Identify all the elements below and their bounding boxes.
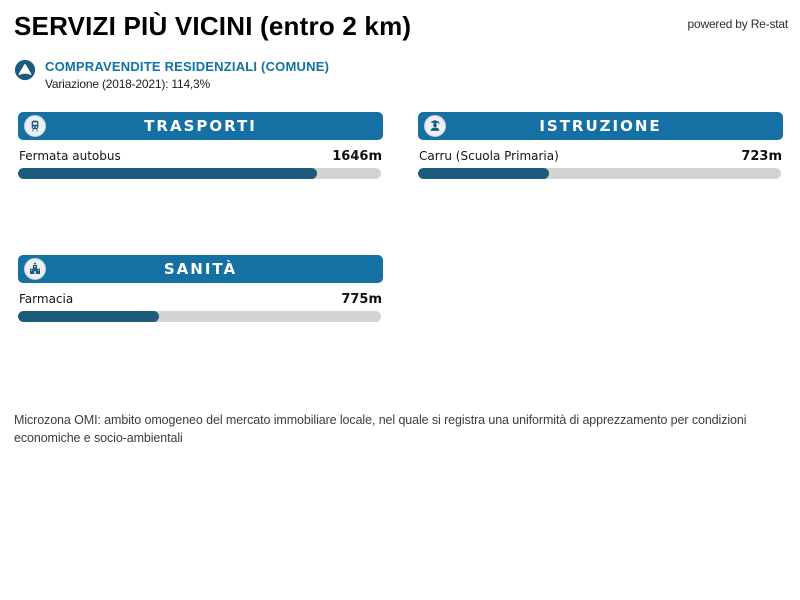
panels-grid bbox=[0, 91, 800, 322]
distance-bar-track bbox=[18, 311, 381, 322]
subtitle-text bbox=[45, 59, 329, 91]
header-row bbox=[0, 0, 800, 42]
panel-sanita-header bbox=[18, 255, 383, 283]
student-icon bbox=[424, 115, 446, 137]
panel-istruzione bbox=[418, 112, 783, 179]
panel-sanita-item bbox=[18, 292, 383, 307]
panel-trasporti-item bbox=[18, 149, 383, 164]
footnote-microzona-omi: Microzona OMI: ambito omogeneo del mercato immobiliare locale, nel quale si registra una uniformità di apprezzamento per condizioni economiche e socio-ambientali bbox=[14, 413, 747, 446]
distance-bar-track bbox=[18, 168, 381, 179]
panel-istruzione-header bbox=[418, 112, 783, 140]
panel-istruzione-title: ISTRUZIONE bbox=[539, 117, 662, 135]
panel-sanita bbox=[18, 255, 383, 322]
panel-trasporti-title: TRASPORTI bbox=[144, 117, 257, 135]
subtitle-label: COMPRAVENDITE RESIDENZIALI (COMUNE) bbox=[45, 59, 330, 74]
delta-triangle-icon bbox=[14, 59, 36, 81]
distance-bar-fill bbox=[418, 168, 549, 179]
panel-istruzione-item bbox=[418, 149, 783, 164]
distance-bar-fill bbox=[18, 311, 159, 322]
hospital-icon bbox=[24, 258, 46, 280]
powered-by-label: powered by Re-stat bbox=[687, 17, 788, 31]
distance-bar-track bbox=[418, 168, 781, 179]
train-icon bbox=[24, 115, 46, 137]
item-value: 1646m bbox=[332, 149, 382, 164]
distance-bar-fill bbox=[18, 168, 317, 179]
panel-sanita-title: SANITÀ bbox=[163, 260, 238, 278]
panel-trasporti bbox=[18, 112, 383, 179]
subtitle-variation: Variazione (2018-2021): 114,3% bbox=[45, 77, 211, 91]
item-label: Carru (Scuola Primaria) bbox=[419, 149, 559, 163]
item-value: 723m bbox=[741, 149, 782, 164]
item-value: 775m bbox=[341, 292, 382, 307]
page-title: SERVIZI PIÙ VICINI (entro 2 km) bbox=[14, 11, 412, 41]
section-subtitle bbox=[0, 42, 800, 91]
item-label: Farmacia bbox=[19, 292, 74, 306]
item-label: Fermata autobus bbox=[19, 149, 121, 163]
panel-trasporti-header bbox=[18, 112, 383, 140]
